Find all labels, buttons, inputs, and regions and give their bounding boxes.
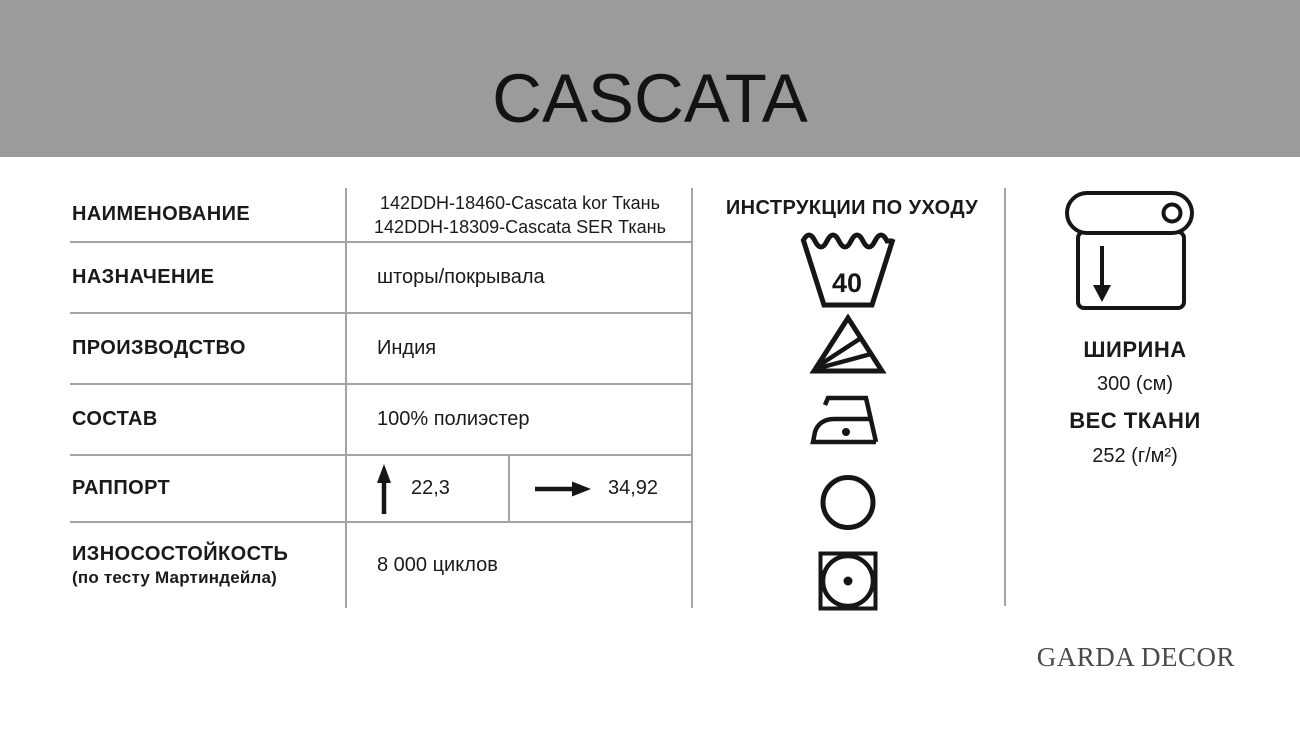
rapport-vertical-value: 22,3 xyxy=(411,477,450,499)
rapport-vertical-arrow-icon xyxy=(373,462,395,516)
row-value: шторы/покрывала xyxy=(377,266,545,288)
row-value: Индия xyxy=(377,337,437,359)
row-label: СОСТАВ xyxy=(72,408,158,430)
wash-40-icon xyxy=(798,228,898,312)
row-label xyxy=(70,523,347,608)
non-chlorine-bleach-icon xyxy=(808,314,888,376)
rapport-horizontal-value: 34,92 xyxy=(608,477,659,499)
row-value xyxy=(347,188,693,241)
tumble-dry-one-dot-icon xyxy=(818,551,878,611)
article-line-2: 142DDH-18309-Cascata SER Ткань xyxy=(374,216,666,237)
width-value: 300 (см) xyxy=(1097,373,1173,395)
rapport-vertical-cell xyxy=(347,456,510,521)
durability-sublabel: (по тесту Мартиндейла) xyxy=(72,568,278,587)
care-section-divider xyxy=(1004,188,1006,606)
row-label: РАППОРТ xyxy=(72,477,171,499)
weight-value: 252 (г/м²) xyxy=(1092,445,1178,467)
table-row-production xyxy=(70,314,693,385)
spec-table xyxy=(70,188,693,608)
rapport-horizontal-arrow-icon xyxy=(534,478,592,500)
brand-logo: GARDA DECOR xyxy=(1036,642,1235,672)
rapport-cells xyxy=(347,456,693,521)
durability-label: ИЗНОСОСТОЙКОСТЬ xyxy=(72,543,289,565)
table-row-durability xyxy=(70,523,693,608)
table-column-divider xyxy=(345,188,347,608)
dry-clean-circle-icon xyxy=(820,474,876,531)
row-label: ПРОИЗВОДСТВО xyxy=(72,337,246,359)
table-row-composition xyxy=(70,385,693,456)
weight-label: ВЕС ТКАНИ xyxy=(1069,408,1201,433)
row-value: 100% полиэстер xyxy=(377,408,530,430)
wash-temp-label: 40 xyxy=(831,268,863,298)
table-row-purpose xyxy=(70,243,693,314)
fabric-info xyxy=(1015,337,1255,468)
care-instructions-heading: ИНСТРУКЦИИ ПО УХОДУ xyxy=(725,197,979,219)
table-right-border xyxy=(691,188,693,608)
iron-one-dot-icon xyxy=(808,392,888,450)
table-row-name xyxy=(70,188,693,243)
article-line-1: 142DDH-18460-Cascata kor Ткань xyxy=(380,192,660,213)
width-label: ШИРИНА xyxy=(1083,337,1187,362)
rapport-horizontal-cell xyxy=(510,456,693,521)
table-row-rapport xyxy=(70,456,693,523)
row-label: НАИМЕНОВАНИЕ xyxy=(72,203,251,225)
row-value: 8 000 циклов xyxy=(377,554,498,576)
fabric-roll-icon xyxy=(1062,188,1197,320)
row-label: НАЗНАЧЕНИЕ xyxy=(72,266,215,288)
page-title: CASCATA xyxy=(492,60,808,137)
